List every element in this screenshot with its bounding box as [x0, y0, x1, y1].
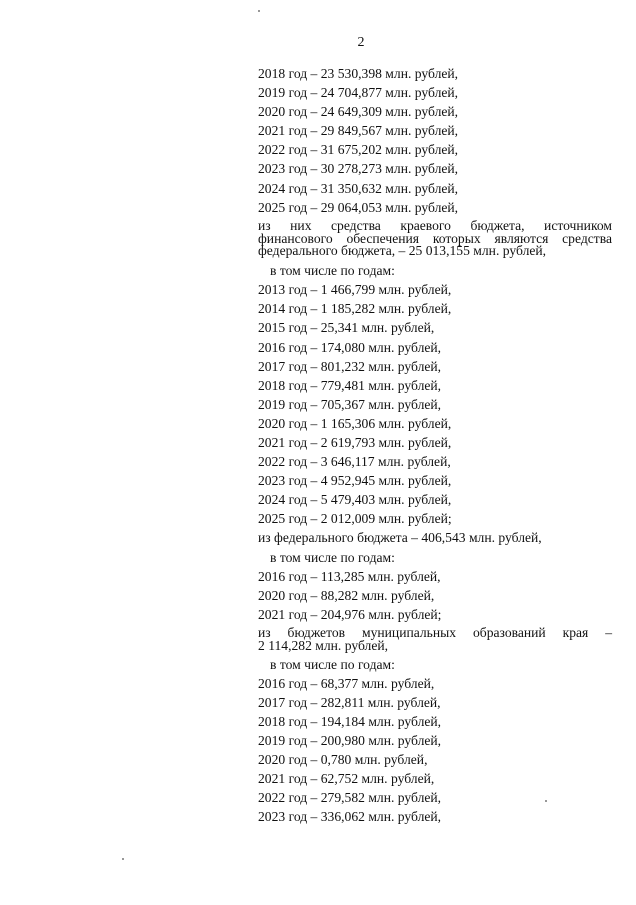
year-line: 2020 год – 1 165,306 млн. рублей,: [258, 415, 452, 431]
year-line: 2023 год – 336,062 млн. рублей,: [258, 809, 442, 825]
year-line: 2020 год – 24 649,309 млн. рублей,: [258, 104, 459, 120]
scan-speck: [258, 10, 260, 12]
year-list-regional: [258, 280, 612, 528]
regional-budget-paragraph: [258, 217, 612, 259]
year-line: 2024 год – 31 350,632 млн. рублей,: [258, 180, 459, 196]
year-line: 2022 год – 279,582 млн. рублей,: [258, 790, 442, 806]
scan-speck: [122, 858, 124, 860]
year-line: 2018 год – 23 530,398 млн. рублей,: [258, 66, 459, 81]
year-list-total: [258, 64, 612, 217]
year-line: 2025 год – 29 064,053 млн. рублей,: [258, 199, 459, 215]
paragraph-line: из них средства краевого бюджета, источником: [258, 217, 612, 233]
year-line: 2021 год – 29 849,567 млн. рублей,: [258, 123, 459, 139]
paragraph-line: из бюджетов муниципальных образований края –: [258, 624, 612, 640]
year-line: 2020 год – 88,282 млн. рублей,: [258, 587, 435, 603]
budget-text: [258, 64, 612, 826]
year-line: 2017 год – 801,232 млн. рублей,: [258, 358, 442, 374]
paragraph-line: 2 114,282 млн. рублей,: [258, 637, 389, 653]
year-line: 2013 год – 1 466,799 млн. рублей,: [258, 282, 452, 298]
year-line: 2018 год – 194,184 млн. рублей,: [258, 713, 442, 729]
year-line: 2017 год – 282,811 млн. рублей,: [258, 694, 441, 710]
page-number: 2: [357, 35, 365, 50]
paragraph-line: федерального бюджета, – 25 013,155 млн. рублей,: [258, 243, 547, 259]
year-line: 2021 год – 62,752 млн. рублей,: [258, 771, 435, 787]
year-line: 2022 год – 3 646,117 млн. рублей,: [258, 454, 451, 470]
year-line: 2020 год – 0,780 млн. рублей,: [258, 751, 428, 767]
by-years-label: в том числе по годам:: [270, 656, 395, 672]
by-years-label: в том числе по годам:: [270, 549, 395, 565]
year-list-municipal: [258, 674, 612, 827]
year-line: 2019 год – 705,367 млн. рублей,: [258, 396, 442, 412]
year-line: 2023 год – 30 278,273 млн. рублей,: [258, 161, 459, 177]
year-line: 2016 год – 113,285 млн. рублей,: [258, 568, 441, 584]
year-line: 2014 год – 1 185,282 млн. рублей,: [258, 301, 452, 317]
federal-budget-line: из федерального бюджета – 406,543 млн. рублей,: [258, 530, 542, 546]
year-line: 2015 год – 25,341 млн. рублей,: [258, 320, 435, 336]
year-line: 2018 год – 779,481 млн. рублей,: [258, 377, 442, 393]
municipal-budget-paragraph: [258, 624, 612, 653]
by-years-label: в том числе по годам:: [270, 263, 395, 279]
paragraph-line: финансового обеспечения которых являются средства: [258, 230, 612, 246]
year-line: 2024 год – 5 479,403 млн. рублей,: [258, 492, 452, 508]
year-line: 2022 год – 31 675,202 млн. рублей,: [258, 142, 459, 158]
year-line: 2021 год – 2 619,793 млн. рублей,: [258, 434, 452, 450]
year-list-federal: [258, 567, 612, 624]
year-line: 2025 год – 2 012,009 млн. рублей;: [258, 511, 452, 527]
year-line: 2023 год – 4 952,945 млн. рублей,: [258, 473, 452, 489]
year-line: 2016 год – 68,377 млн. рублей,: [258, 675, 435, 691]
year-line: 2019 год – 200,980 млн. рублей,: [258, 732, 442, 748]
scan-speck: [545, 800, 547, 802]
year-line: 2021 год – 204,976 млн. рублей;: [258, 606, 442, 622]
year-line: 2019 год – 24 704,877 млн. рублей,: [258, 85, 459, 101]
year-line: 2016 год – 174,080 млн. рублей,: [258, 339, 442, 355]
